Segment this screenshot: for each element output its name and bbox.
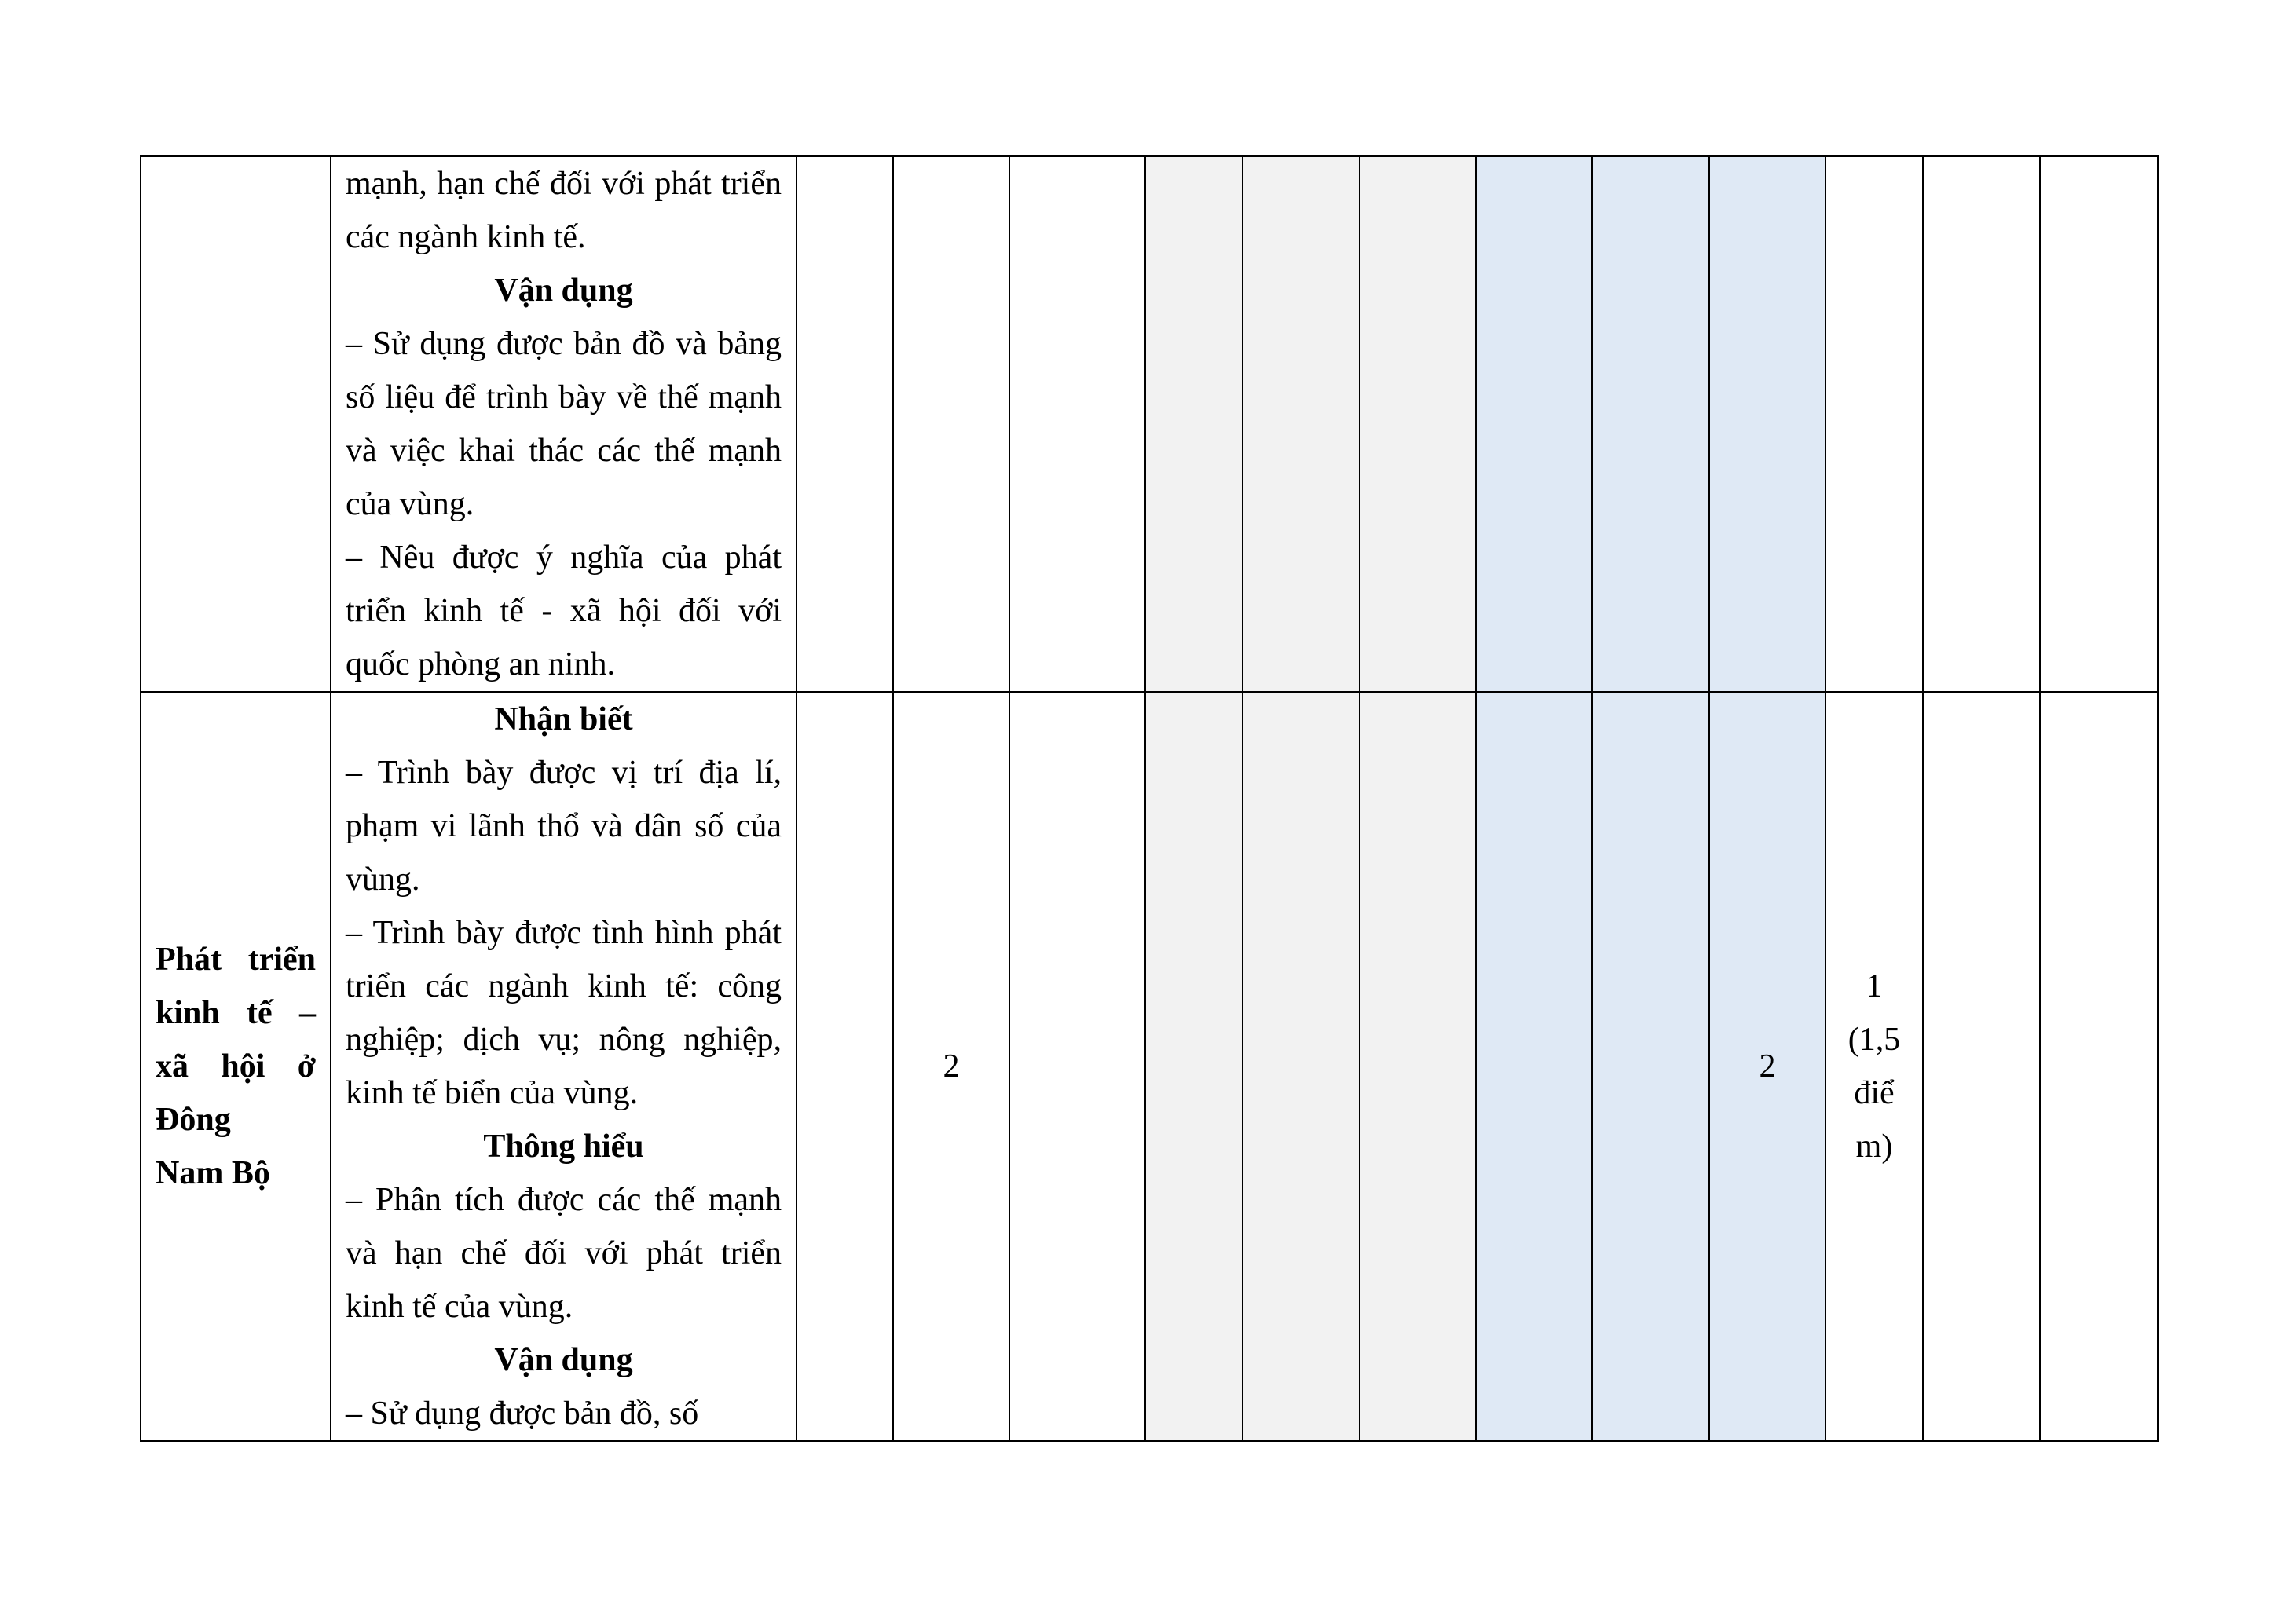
matrix-cell — [2040, 156, 2158, 692]
cell-value-line: điể — [1854, 1075, 1895, 1111]
matrix-cell — [1145, 156, 1243, 692]
matrix-cell — [1923, 692, 2040, 1441]
topic-line: Đông — [156, 1102, 231, 1138]
level-heading: Vận dụng — [494, 272, 633, 309]
cell-value: 2 — [943, 1048, 960, 1084]
topic-cell — [141, 692, 331, 1441]
matrix-cell — [1476, 156, 1592, 692]
topic-cell — [141, 156, 331, 692]
matrix-cell — [1360, 156, 1476, 692]
table-row — [141, 692, 2158, 1441]
level-heading: Nhận biết — [494, 701, 633, 737]
level-heading: Vận dụng — [494, 1342, 633, 1378]
matrix-cell — [1360, 692, 1476, 1441]
matrix-cell — [1709, 692, 1825, 1441]
criterion-text: mạnh, hạn chế đối với phát triển các ngành kinh tế. — [346, 166, 782, 255]
cell-value-line: 1 — [1866, 968, 1883, 1004]
content-description-cell — [331, 156, 796, 692]
criterion-text: – Trình bày được tình hình phát triển các ngành kinh tế: công nghiệp; dịch vụ; nông nghiệp, kinh tế biển của vùng. — [346, 915, 782, 1111]
cell-value: 2 — [1759, 1048, 1776, 1084]
matrix-cell — [1145, 692, 1243, 1441]
matrix-cell — [1243, 692, 1360, 1441]
criterion-text: – Trình bày được vị trí địa lí, phạm vi lãnh thổ và dân số của vùng. — [346, 755, 782, 898]
criterion-text: – Phân tích được các thế mạnh và hạn chế đối với phát triển kinh tế của vùng. — [346, 1182, 782, 1325]
table-row — [141, 156, 2158, 692]
matrix-cell — [796, 692, 893, 1441]
content-description-cell — [331, 692, 796, 1441]
cell-value-line: (1,5 — [1847, 1022, 1901, 1058]
matrix-cell — [1476, 692, 1592, 1441]
criterion-text: – Sử dụng được bản đồ, số — [346, 1395, 699, 1432]
matrix-cell — [1825, 692, 1923, 1441]
matrix-cell — [893, 692, 1009, 1441]
matrix-cell — [796, 156, 893, 692]
cell-value-line: m) — [1855, 1128, 1893, 1165]
matrix-cell — [1923, 156, 2040, 692]
matrix-cell — [1009, 156, 1145, 692]
topic-line: xã hội ở — [156, 1048, 316, 1084]
topic-line: Nam Bộ — [156, 1155, 270, 1191]
matrix-cell — [2040, 692, 2158, 1441]
matrix-cell — [1592, 156, 1709, 692]
matrix-cell — [1009, 692, 1145, 1441]
topic-line: Phát triển — [156, 942, 316, 978]
matrix-cell — [1709, 156, 1825, 692]
matrix-cell — [1592, 692, 1709, 1441]
specification-matrix-table — [140, 155, 2159, 1442]
level-heading: Thông hiểu — [483, 1128, 644, 1165]
matrix-cell — [1243, 156, 1360, 692]
matrix-cell — [893, 156, 1009, 692]
criterion-text: – Nêu được ý nghĩa của phát triển kinh tế - xã hội đối với quốc phòng an ninh. — [346, 540, 782, 682]
topic-line: kinh tế – — [156, 995, 316, 1031]
criterion-text: – Sử dụng được bản đồ và bảng số liệu để trình bày về thế mạnh và việc khai thác các thế mạnh của vùng. — [346, 326, 782, 522]
matrix-cell — [1825, 156, 1923, 692]
